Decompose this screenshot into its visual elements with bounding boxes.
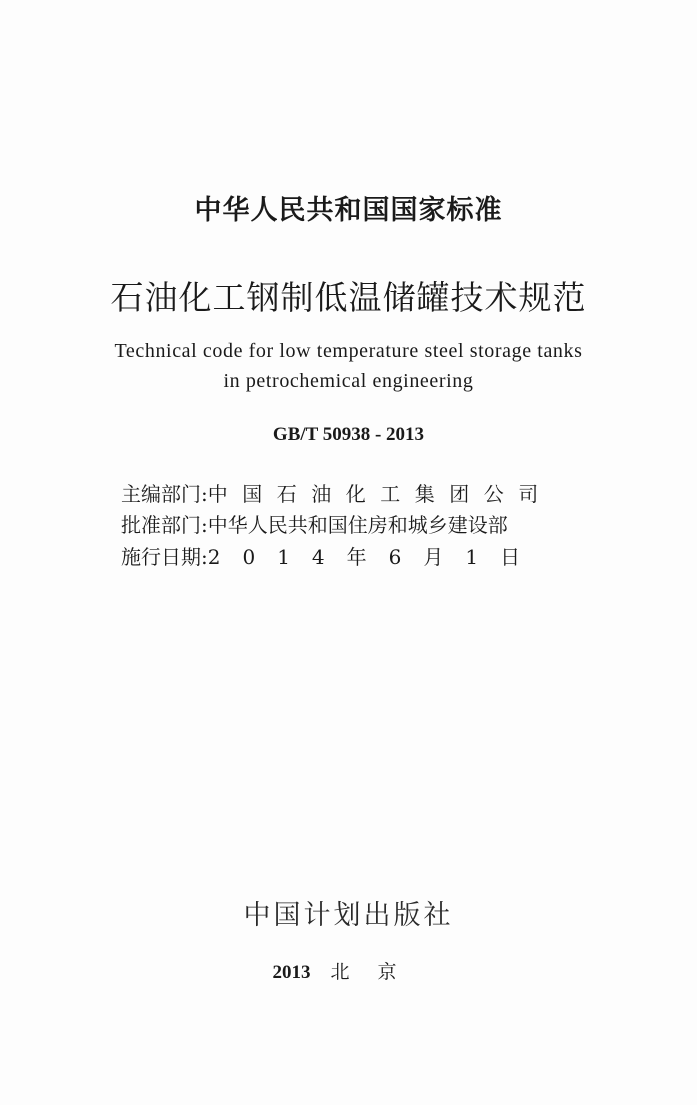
- publication-city: 北京: [330, 961, 425, 983]
- effective-date-label: 施行日期:: [121, 545, 208, 569]
- standard-type-heading: 中华人民共和国国家标准: [194, 195, 503, 226]
- approval-department-label: 批准部门:: [121, 513, 208, 537]
- approval-department-row: [121, 509, 508, 538]
- publisher-name: 中国计划出版社: [243, 900, 454, 931]
- publication-line: [0, 957, 697, 984]
- approval-department-value: 中华人民共和国住房和城乡建设部: [207, 513, 508, 537]
- editor-department-label: 主编部门:: [121, 482, 208, 506]
- effective-date-row: [121, 541, 542, 570]
- standard-code: GB/T 50938 - 2013: [272, 424, 425, 445]
- effective-date-value: 2014年6月1日: [207, 545, 543, 569]
- publication-year: 2013: [272, 962, 311, 983]
- document-title-english-line2: in petrochemical engineering: [223, 370, 474, 392]
- editor-department-row: [121, 478, 553, 507]
- editor-department-value: 中国石油化工集团公司: [207, 482, 553, 506]
- document-title-chinese: 石油化工钢制低温储罐技术规范: [110, 278, 587, 317]
- document-title-english-line1: Technical code for low temperature steel storage tanks: [114, 340, 583, 362]
